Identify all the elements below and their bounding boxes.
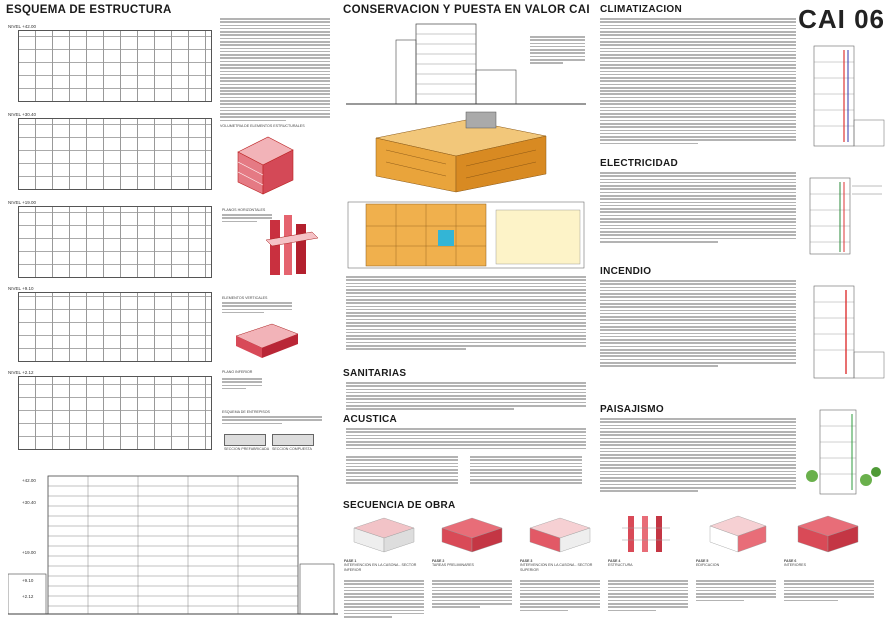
phase-3-drawing: [520, 514, 600, 554]
phase-6: [784, 514, 884, 568]
level-label: NIVEL +42.00: [8, 24, 36, 29]
sanitarias-text: [346, 382, 586, 412]
phase-3-title: FASE 3: [520, 559, 533, 563]
seccion-compuesta-label: SECCION COMPUESTA: [272, 447, 312, 451]
phase-4-title: FASE 4: [608, 559, 621, 563]
planos-horizontales-label: PLANOS HORIZONTALES: [222, 208, 266, 212]
section-level-label: +30.40: [22, 500, 36, 505]
sanitarias-heading: SANITARIAS: [343, 368, 407, 379]
paisajismo-heading: PAISAJISMO: [600, 404, 664, 415]
elementos-verticales-text: [222, 302, 292, 315]
phase-5-title: FASE 5: [696, 559, 709, 563]
plan-nivel-42: [18, 30, 212, 102]
section-level-label: +42.00: [22, 478, 36, 483]
acustica-heading: ACUSTICA: [343, 414, 398, 425]
phase-1-title: FASE 1: [344, 559, 357, 563]
phase-6-title: FASE 6: [784, 559, 797, 563]
building-section-drawing: [8, 464, 338, 632]
plano-inferior-label: PLANO INFERIOR: [222, 370, 253, 374]
phase-2-drawing: [432, 514, 512, 554]
entrepisos-text: [222, 416, 322, 426]
electricidad-heading: ELECTRICIDAD: [600, 158, 679, 169]
incendio-diagram: [804, 282, 888, 382]
paisajismo-text: [600, 418, 796, 493]
phase-1: [344, 514, 424, 572]
phase-6-subtitle: INTERIORES: [784, 563, 806, 568]
volumetria-drawing: [228, 132, 298, 198]
section-level-label: +19.00: [22, 550, 36, 555]
climatizacion-heading: CLIMATIZACION: [600, 4, 683, 15]
seccion-prefabricada-label: SECCION PREFABRICADA: [224, 447, 270, 451]
level-label: NIVEL +2.12: [8, 370, 34, 375]
phase-5-drawing: [696, 514, 776, 554]
cai-logo: CAI 06: [798, 4, 885, 34]
phase-6-text: [784, 580, 874, 603]
plan-nivel-19: [18, 206, 212, 278]
secuencia-heading: SECUENCIA DE OBRA: [343, 500, 456, 511]
acustica-text: [346, 428, 586, 451]
phase-2-title: FASE 2: [432, 559, 445, 563]
phase-4-drawing: [608, 514, 688, 554]
climatizacion-text: [600, 18, 796, 146]
elementos-verticales-drawing: [232, 318, 302, 362]
elementos-verticales-label: ELEMENTOS VERTICALES: [222, 296, 268, 300]
phase-5-subtitle: EDIFICACION: [696, 563, 720, 568]
acustica-table-right: [470, 456, 582, 486]
estructura-heading: ESQUEMA DE ESTRUCTURA: [6, 4, 172, 16]
electricidad-diagram: [804, 172, 888, 256]
phase-1-subtitle: INTERVENCION EN LA CASONA - SECTOR INFERIOR: [344, 563, 417, 572]
phase-5-text: [696, 580, 776, 603]
phase-3: [520, 514, 600, 572]
plan-nivel-9: [18, 292, 212, 362]
phase-4-text: [608, 580, 688, 613]
paisajismo-diagram: [804, 406, 888, 498]
plano-inferior-text: [222, 378, 262, 391]
phase-1-drawing: [344, 514, 424, 554]
level-label: NIVEL +19.00: [8, 200, 36, 205]
climatizacion-diagram: [804, 42, 888, 150]
phase-3-subtitle: INTERVENCION EN LA CASONA - SECTOR SUPERIOR: [520, 563, 593, 572]
phase-4-subtitle: ESTRUCTURA: [608, 563, 633, 568]
section-level-label: +2.12: [22, 594, 34, 599]
conservacion-heading: CONSERVACION Y PUESTA EN VALOR CAI: [343, 4, 590, 16]
conservacion-text: [346, 276, 586, 351]
level-label: NIVEL +30.40: [8, 112, 36, 117]
structure-text: [220, 18, 330, 123]
plan-nivel-30: [18, 118, 212, 190]
plan-drawing: [346, 200, 586, 270]
phase-3-text: [520, 580, 600, 613]
phase-5: [696, 514, 776, 568]
phase-1-text: [344, 580, 424, 619]
phase-2-subtitle: TAREAS PRELIMINARES: [432, 563, 474, 568]
planos-horizontales-drawing: [262, 210, 322, 280]
phase-2-text: [432, 580, 512, 610]
incendio-text: [600, 280, 796, 369]
plan-nivel-2: [18, 376, 212, 450]
perspective-drawing: [346, 108, 586, 196]
phase-2: [432, 514, 512, 568]
facade-legend-text: [530, 36, 585, 66]
electricidad-text: [600, 172, 796, 244]
seccion-compuesta-drawing: [272, 434, 314, 446]
phase-6-drawing: [784, 514, 874, 554]
seccion-prefabricada-drawing: [224, 434, 266, 446]
volumetria-label: VOLUMETRIA DE ELEMENTOS ESTRUCTURALES: [220, 124, 305, 128]
phase-4: [608, 514, 688, 568]
section-level-label: +9.10: [22, 578, 34, 583]
incendio-heading: INCENDIO: [600, 266, 652, 277]
acustica-table-left: [346, 456, 458, 486]
level-label: NIVEL +9.10: [8, 286, 34, 291]
esquema-entrepisos-label: ESQUEMA DE ENTREPISOS: [222, 410, 270, 414]
